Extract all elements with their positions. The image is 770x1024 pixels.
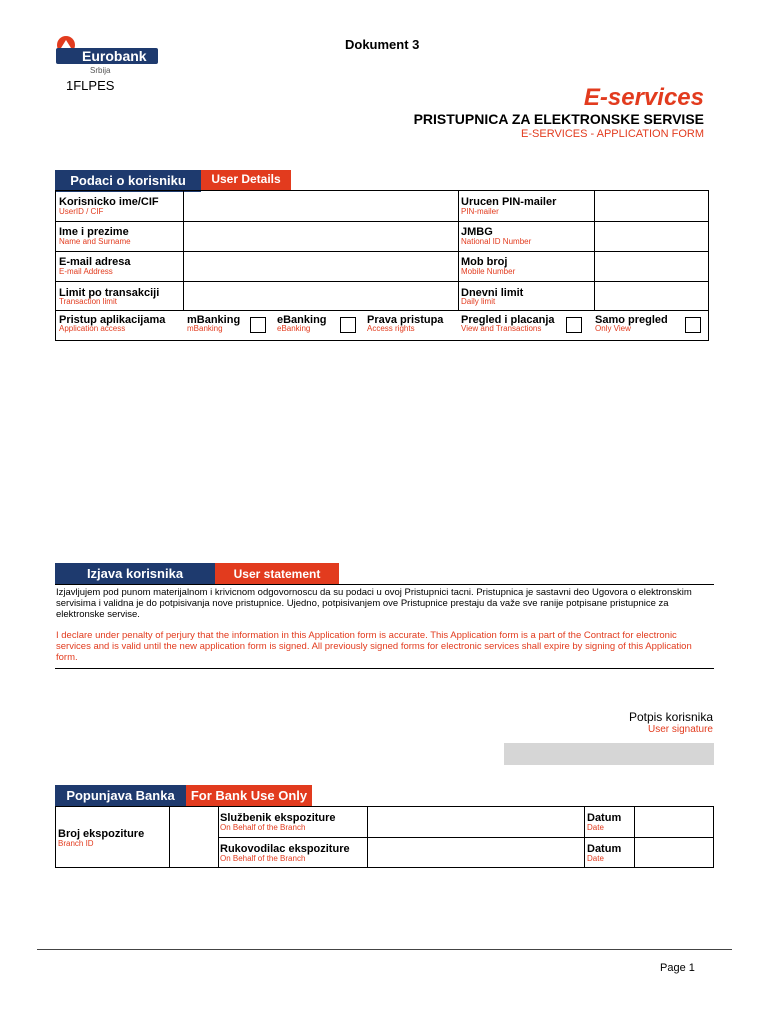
jmbg-label: JMBG [461, 226, 493, 238]
mbanking-sub: mBanking [187, 324, 223, 333]
officer-label: Službenik ekspoziture [220, 812, 336, 824]
daily-limit-label: Dnevni limit [461, 287, 524, 299]
officer-date-sub: Date [587, 823, 604, 832]
ebanking-label: eBanking [277, 314, 327, 326]
eservices-rest: -services [599, 84, 704, 111]
only-view-sub: Only View [595, 324, 631, 333]
pin-mailer-label: Urucen PIN-mailer [461, 196, 557, 208]
mobile-sub: Mobile Number [461, 267, 516, 276]
bank-country: Srbija [90, 66, 111, 75]
signature-sub: User signature [647, 724, 713, 735]
only-view-checkbox[interactable] [685, 317, 701, 333]
statement-text-sr: Izjavljujem pod punom materijalnom i krivicnom odgovornoscu da su podaci u ovoj Pristupnici tacni. Pristupnica je sastavni deo Ugovora o elektronskim servisima i validna je do potpisivanja nove pristupnice. Ujedno, potpisivanjem ove Pristupnice prestaju da važe sve ranije potpisane pristupnice za elektronske servise. [56, 587, 692, 620]
access-rights-label: Prava pristupa [367, 314, 444, 326]
statement-bottom-rule [55, 668, 714, 669]
jmbg-field[interactable] [595, 222, 707, 250]
pin-mailer-sub: PIN-mailer [461, 207, 499, 216]
tab-user-statement-en: User statement [215, 563, 339, 585]
eservices-title [584, 84, 704, 112]
eservices-e: E [583, 84, 600, 111]
mobile-field[interactable] [595, 252, 707, 280]
manager-sub: On Behalf of the Branch [220, 854, 306, 863]
view-transactions-label: Pregled i placanja [461, 314, 555, 326]
email-label: E-mail adresa [59, 256, 131, 268]
username-field[interactable] [184, 192, 457, 220]
branch-id-field[interactable] [170, 807, 216, 866]
ebanking-checkbox[interactable] [340, 317, 356, 333]
mbanking-label: mBanking [187, 314, 241, 326]
username-label: Korisnicko ime/CIF [59, 196, 159, 208]
form-title: PRISTUPNICA ZA ELEKTRONSKE SERVISE [413, 111, 704, 127]
only-view-label: Samo pregled [595, 314, 668, 326]
officer-date-label: Datum [587, 812, 622, 824]
trans-limit-label: Limit po transakciji [59, 287, 160, 299]
statement-top-rule [55, 584, 714, 585]
email-sub: E-mail Address [59, 267, 113, 276]
email-field[interactable] [184, 252, 457, 280]
tab-user-details: Podaci o korisniku [55, 170, 201, 192]
jmbg-sub: National ID Number [461, 237, 532, 246]
footer-rule [37, 949, 732, 950]
officer-date-field[interactable] [635, 807, 713, 836]
daily-limit-sub: Daily limit [461, 297, 496, 306]
form-code: 1FLPES [66, 78, 115, 93]
tab-user-statement: Izjava korisnika [55, 563, 215, 584]
tab-bank-use-en: For Bank Use Only [186, 785, 312, 807]
pin-mailer-field[interactable] [595, 192, 707, 220]
document-label: Dokument 3 [345, 37, 420, 52]
name-field[interactable] [184, 222, 457, 250]
manager-label: Rukovodilac ekspoziture [220, 843, 350, 855]
form-subtitle: E-SERVICES - APPLICATION FORM [521, 128, 704, 140]
eurobank-logo [52, 35, 162, 75]
manager-date-sub: Date [587, 854, 604, 863]
trans-limit-sub: Transaction limit [59, 297, 117, 306]
page-number: Page 1 [660, 962, 695, 974]
branch-id-label: Broj ekspoziture [58, 828, 145, 840]
mbanking-checkbox[interactable] [250, 317, 266, 333]
officer-sub: On Behalf of the Branch [220, 823, 306, 832]
access-rights-sub: Access rights [367, 324, 415, 333]
manager-date-field[interactable] [635, 837, 713, 866]
branch-id-sub: Branch ID [58, 839, 94, 848]
daily-limit-field[interactable] [595, 282, 707, 310]
officer-signature-field[interactable] [368, 807, 582, 836]
name-label: Ime i prezime [59, 226, 129, 238]
app-access-sub: Application access [59, 324, 126, 333]
view-transactions-checkbox[interactable] [566, 317, 582, 333]
tab-bank-use: Popunjava Banka [55, 785, 186, 806]
manager-date-label: Datum [587, 843, 622, 855]
username-sub: UserID / CIF [59, 207, 104, 216]
statement-text-en: I declare under penalty of perjury that the information in this Application form is accurate. This Application form is a part of the Contract for electronic services and is valid until the new application form is signed. All previously signed forms for electronic services shall expire by signing of this Application form. [56, 630, 692, 663]
app-access-label: Pristup aplikacijama [59, 314, 166, 326]
ebanking-sub: eBanking [277, 324, 311, 333]
tab-user-details-en: User Details [201, 170, 291, 190]
signature-label: Potpis korisnika [628, 710, 713, 724]
name-sub: Name and Surname [59, 237, 131, 246]
trans-limit-field[interactable] [184, 282, 457, 310]
view-transactions-sub: View and Transactions [461, 324, 542, 333]
manager-signature-field[interactable] [368, 837, 582, 866]
mobile-label: Mob broj [461, 256, 508, 268]
signature-box[interactable] [504, 743, 714, 765]
bank-name: Eurobank [82, 48, 147, 64]
